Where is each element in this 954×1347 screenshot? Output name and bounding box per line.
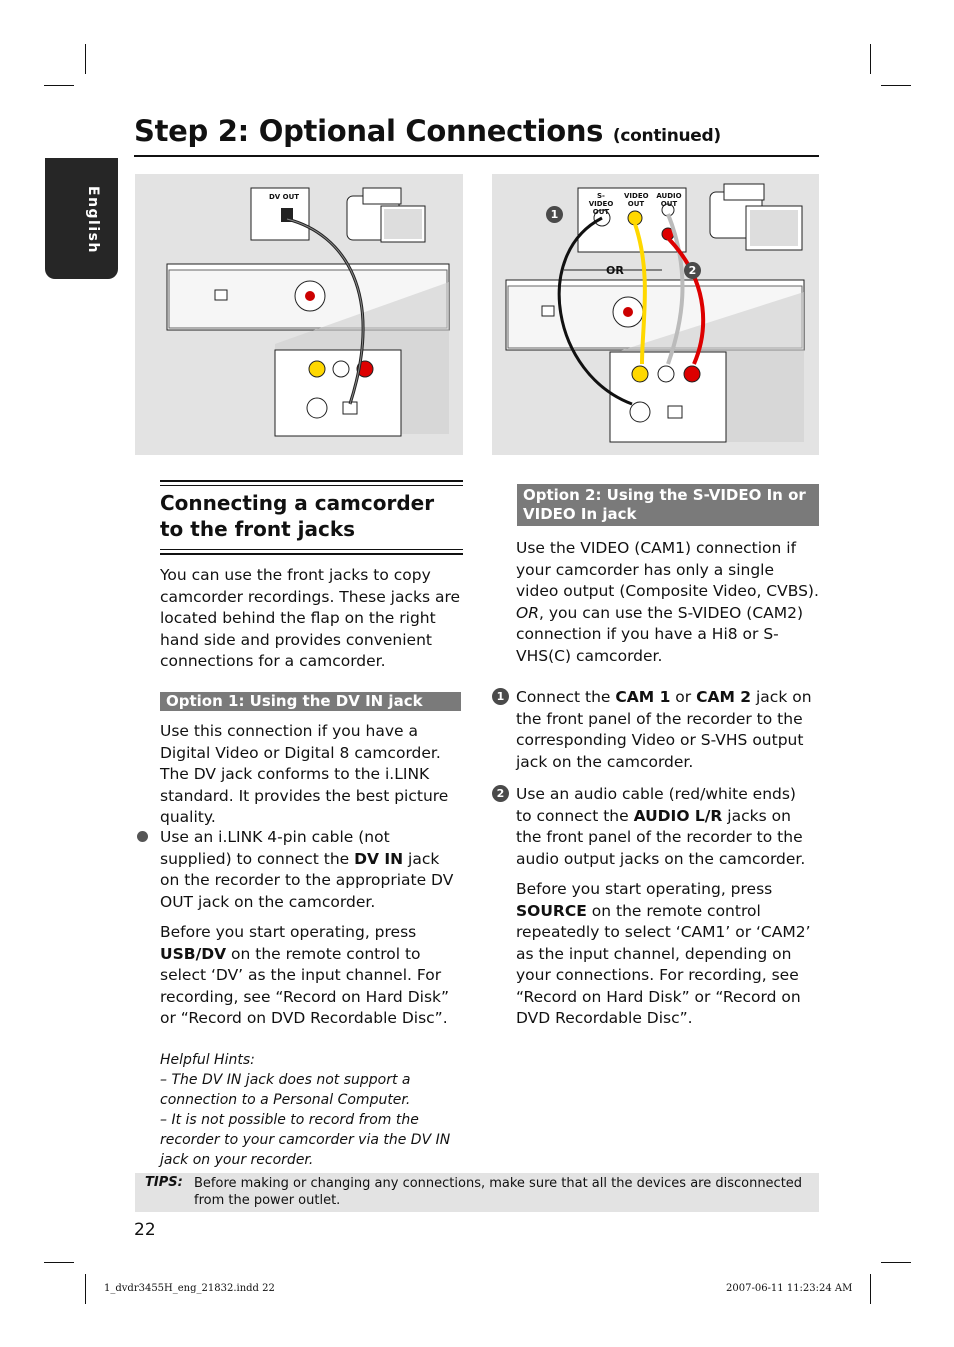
- option2-or: OR: [516, 603, 539, 622]
- video-out-label: VIDEO OUT: [624, 192, 649, 208]
- crop-mark: [85, 1274, 86, 1304]
- option1-heading: Option 1: Using the DV IN jack: [160, 692, 461, 711]
- or-label: OR: [606, 264, 624, 277]
- page-number: 22: [134, 1220, 156, 1240]
- intro-paragraph: You can use the front jacks to copy camcorder recordings. These jacks are located behind the flap on the right hand side and provides convenient connections for a camcorder.: [160, 566, 461, 670]
- option1-paragraph: Use this connection if you have a Digital Video or Digital 8 camcorder. The DV jack conforms to the i.LINK standard. It provides the best picture quality.: [160, 722, 449, 826]
- tips-text: Before making or changing any connections, make sure that all the devices are disconnected from the power outlet.: [194, 1176, 803, 1208]
- right-before-b: on the remote control repeatedly to select ‘CAM1’ or ‘CAM2’ as the input channel, depending on your connections. For recording, see “Record on Hard Disk” or “Record on DVD Recordable Disc”.: [516, 901, 811, 1027]
- page-title-suffix: (continued): [612, 126, 721, 146]
- step-1-c: or: [670, 688, 697, 706]
- svideo-connection-figure: [492, 174, 819, 455]
- page-title: [134, 114, 721, 148]
- dv-connection-illustration: [135, 174, 463, 455]
- language-tab: [45, 158, 118, 279]
- svideo-connection-illustration: [492, 174, 819, 455]
- crop-mark: [870, 1274, 871, 1304]
- step-2-a: Use an audio cable (red/white ends) to connect the: [516, 785, 796, 825]
- step-1-e: jack on the front panel of the recorder to the corresponding Video or S-VHS output jack on the camcorder.: [516, 688, 812, 771]
- option2-heading: Option 2: Using the S-VIDEO In or VIDEO In jack: [517, 484, 819, 526]
- left-before-paragraph: [160, 922, 463, 1030]
- hint-1: – The DV IN jack does not support a connection to a Personal Computer.: [160, 1072, 411, 1108]
- crop-mark: [881, 1262, 911, 1263]
- step-2-marker: 2: [492, 785, 509, 802]
- dv-out-label: DV OUT: [269, 193, 300, 201]
- bullet-text-bold: DV IN: [354, 849, 404, 868]
- step-2-paragraph: [516, 784, 816, 870]
- footer-file: 1_dvdr3455H_eng_21832.indd 22: [104, 1283, 275, 1294]
- audio-out-label: AUDIO OUT: [656, 192, 682, 208]
- option2-text-2: , you can use the S-VIDEO (CAM2) connection if you have a Hi8 or S-VHS(C) camcorder.: [516, 603, 804, 665]
- step-1-b: CAM 1: [615, 688, 671, 706]
- marker-2: 2: [684, 262, 701, 279]
- page-title-text: Step 2: Optional Connections: [134, 114, 604, 148]
- section-title: Connecting a camcorder to the front jacks: [160, 491, 435, 541]
- left-before-a: Before you start operating, press: [160, 923, 417, 941]
- crop-mark: [85, 44, 86, 74]
- footer-timestamp: 2007-06-11 11:23:24 AM: [726, 1283, 853, 1294]
- helpful-hints: [160, 1050, 455, 1170]
- crop-mark: [44, 85, 74, 86]
- bullet-text-b: jack on the recorder to the appropriate DV OUT jack on the camcorder.: [160, 849, 454, 911]
- option2-paragraph: [516, 538, 820, 667]
- right-before-bold: SOURCE: [516, 901, 587, 920]
- step-1-paragraph: [516, 687, 816, 773]
- svideo-out-label: S-VIDEO OUT: [588, 192, 614, 216]
- section-rule-bottom-thick: [160, 553, 463, 555]
- camcorder-icon: [347, 188, 425, 242]
- right-before-a: Before you start operating, press: [516, 880, 773, 898]
- marker-1: 1: [546, 206, 563, 223]
- crop-mark: [881, 85, 911, 86]
- front-jack-panel: [275, 350, 401, 436]
- section-rule-bottom: [160, 549, 463, 550]
- step-1-marker: 1: [492, 688, 509, 705]
- tips-label: TIPS:: [145, 1175, 183, 1190]
- step-2-b: AUDIO L/R: [633, 806, 723, 825]
- section-rule-top: [160, 480, 463, 482]
- bullet-text-a: Use an i.LINK 4-pin cable (not supplied) to connect the: [160, 828, 390, 868]
- hints-title: Helpful Hints:: [160, 1052, 255, 1068]
- option2-text-1: Use the VIDEO (CAM1) connection if your camcorder has only a single video output (Composite Video, CVBS).: [516, 539, 819, 600]
- crop-mark: [44, 1262, 74, 1263]
- bullet-icon: [137, 831, 148, 842]
- language-tab-label: English: [85, 186, 101, 254]
- title-rule: [134, 155, 819, 157]
- right-before-paragraph: [516, 879, 816, 1030]
- left-before-b: on the remote control to select ‘DV’ as the input channel. For recording, see “Record on Hard Disk” or “Record on DVD Recordable Disc”.: [160, 944, 450, 1027]
- dv-connection-figure: [135, 174, 463, 455]
- step-1-a: Connect the: [516, 688, 616, 706]
- crop-mark: [870, 44, 871, 74]
- section-rule-top-thin: [160, 485, 463, 486]
- hint-2: – It is not possible to record from the recorder to your camcorder via the DV IN jack on your recorder.: [160, 1112, 451, 1168]
- step-1-d: CAM 2: [696, 688, 752, 706]
- bullet-paragraph: [160, 827, 460, 913]
- left-before-bold: USB/DV: [160, 944, 227, 963]
- front-jack-panel: [610, 352, 726, 442]
- step-2-c: jacks on the front panel of the recorder to the audio output jacks on the camcorder.: [516, 806, 806, 868]
- camcorder-icon: [710, 184, 802, 250]
